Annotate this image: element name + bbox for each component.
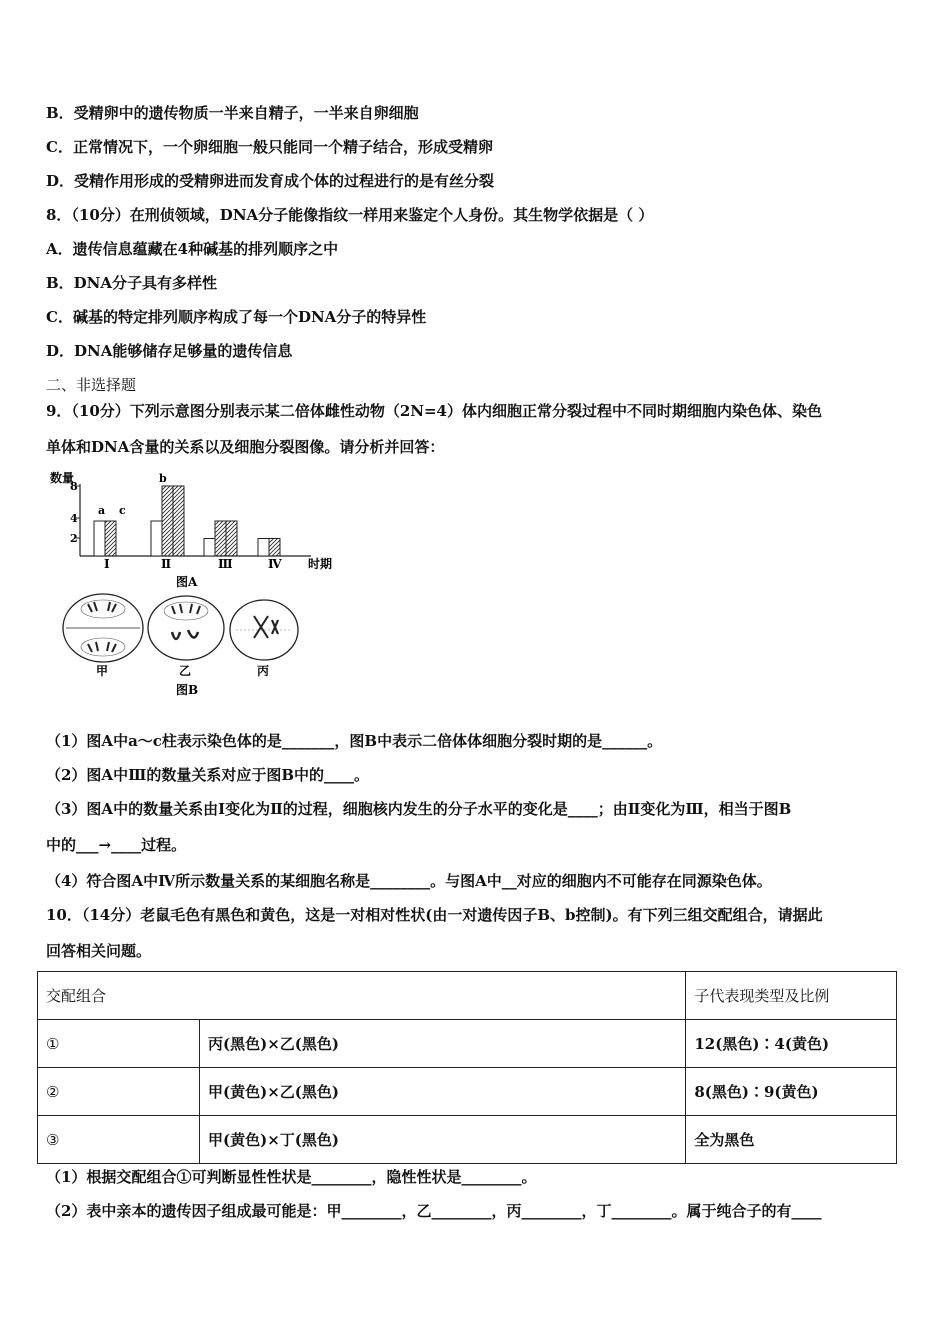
question-10-line1: 10．（14分）老鼠毛色有黑色和黄色，这是一对相对性状(由一对遗传因子B、b控制)。有下列三组交配组合，请据此 [46, 906, 823, 924]
q9-sub3-line1: （3）图A中的数量关系由Ⅰ变化为Ⅱ的过程，细胞核内发生的分子水平的变化是____；由Ⅱ变化为Ⅲ，相当于图B [46, 800, 792, 818]
bar-c-period-2 [173, 486, 184, 556]
q9-sub1: （1）图A中a～c柱表示染色体的是_______，图B中表示二倍体体细胞分裂时期的是______。 [46, 732, 663, 750]
option-d-q8: D．DNA能够储存足够量的遗传信息 [46, 342, 293, 360]
cell-bing [230, 600, 298, 660]
cell-index: ③ [38, 1116, 200, 1164]
table-row [38, 1116, 897, 1164]
q10-sub1: （1）根据交配组合①可判断显性性状是________，隐性性状是________。 [46, 1168, 537, 1186]
option-a-q8: A．遗传信息蕴藏在4种碱基的排列顺序之中 [46, 240, 339, 258]
bar-b-period-3 [215, 521, 226, 556]
bar-c-period-1 [105, 521, 116, 556]
bar-label-b: b [159, 472, 167, 485]
period-3: Ⅲ [218, 557, 233, 571]
bars-group [94, 486, 280, 556]
option-d-q7: D．受精作用形成的受精卵进而发育成个体的过程进行的是有丝分裂 [46, 172, 495, 190]
cell-label-bing: 丙 [257, 664, 270, 678]
bar-label-a: a [98, 504, 106, 517]
header-offspring: 子代表现类型及比例 [686, 972, 897, 1020]
bar-b-period-2 [162, 486, 173, 556]
x-label: 时期 [308, 557, 333, 571]
cell-index: ① [38, 1020, 200, 1068]
section-heading: 二、非选择题 [46, 376, 137, 394]
option-b-q7: B．受精卵中的遗传物质一半来自精子，一半来自卵细胞 [46, 104, 419, 122]
cell-label-yi: 乙 [179, 664, 192, 678]
cell-jia [63, 594, 143, 662]
figure-a-b [46, 470, 356, 705]
bar-a-period-2 [151, 521, 162, 556]
cell-result: 8(黑色)∶9(黄色) [686, 1068, 897, 1116]
bar-c-period-3 [226, 521, 237, 556]
bar-label-c: c [119, 504, 126, 517]
y-tick-4: 4 [70, 512, 78, 525]
cell-index: ② [38, 1068, 200, 1116]
cell-yi [148, 596, 224, 660]
cell-cross: 甲(黄色)×乙(黑色) [200, 1068, 686, 1116]
period-1: Ⅰ [104, 557, 110, 571]
q9-sub4: （4）符合图A中Ⅳ所示数量关系的某细胞名称是________。与图A中__对应的细胞内不可能存在同源染色体。 [46, 872, 772, 890]
table-row [38, 1020, 897, 1068]
table-row [38, 1068, 897, 1116]
caption-b: 图B [176, 683, 199, 697]
caption-a: 图A [176, 575, 198, 589]
header-cross: 交配组合 [38, 972, 686, 1020]
question-9-line2: 单体和DNA含量的关系以及细胞分裂图像。请分析并回答： [46, 438, 445, 456]
bar-a-period-1 [94, 521, 105, 556]
question-9-line1: 9．（10分）下列示意图分别表示某二倍体雌性动物（2N=4）体内细胞正常分裂过程中不同时期细胞内染色体、染色 [46, 402, 822, 420]
y-tick-2: 2 [70, 532, 78, 545]
cell-cross: 丙(黑色)×乙(黑色) [200, 1020, 686, 1068]
period-4: Ⅳ [268, 557, 282, 571]
cell-label-jia: 甲 [96, 664, 109, 678]
bar-c-period-4 [269, 539, 280, 557]
y-label-1: 数量 [50, 471, 75, 485]
mating-table [37, 971, 897, 1164]
q9-sub2: （2）图A中Ⅲ的数量关系对应于图B中的____。 [46, 766, 370, 784]
q10-sub2: （2）表中亲本的遗传因子组成最可能是：甲________，乙________，丙________，丁________。属于纯合子的有____ [46, 1202, 822, 1220]
cell-cross: 甲(黄色)×丁(黑色) [200, 1116, 686, 1164]
period-2: Ⅱ [161, 557, 172, 571]
question-10-line2: 回答相关问题。 [46, 942, 152, 960]
cell-result: 全为黑色 [686, 1116, 897, 1164]
y-tick-8: 8 [70, 480, 78, 493]
option-b-q8: B．DNA分子具有多样性 [46, 274, 218, 292]
option-c-q8: C．碱基的特定排列顺序构成了每一个DNA分子的特异性 [46, 308, 427, 326]
option-c-q7: C．正常情况下，一个卵细胞一般只能同一个精子结合，形成受精卵 [46, 138, 493, 156]
cell-result: 12(黑色)∶4(黄色) [686, 1020, 897, 1068]
question-8: 8．（10分）在刑侦领域，DNA分子能像指纹一样用来鉴定个人身份。其生物学依据是（ ） [46, 206, 654, 224]
bar-a-period-3 [204, 539, 215, 557]
q9-sub3-line2: 中的___→____过程。 [46, 836, 187, 854]
bar-a-period-4 [258, 539, 269, 557]
